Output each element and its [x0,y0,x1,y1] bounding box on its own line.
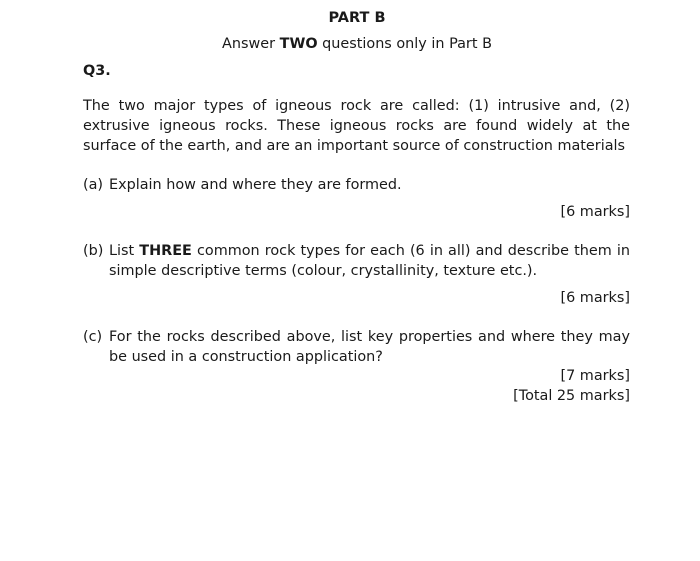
subquestion-text-part: Explain how and where they are formed. [109,177,402,193]
subquestion-c [83,327,630,367]
subquestion-text-emphasis: THREE [139,243,192,259]
instruction-prefix: Answer [222,36,280,52]
total-marks: [Total 25 marks] [513,388,630,404]
question-intro: The two major types of igneous rock are called: (1) intrusive and, (2) extrusive igneous rocks. These igneous rocks are found widely at the surface of the earth, and are an important source of construction materials [83,98,630,154]
subquestion-label: (b) [83,243,104,259]
marks-c: [7 marks] [560,368,630,384]
marks-b: [6 marks] [560,290,630,306]
question-number: Q3. [83,63,111,79]
subquestion-text-part: common rock types for each (6 in all) and describe them in simple descriptive terms (colour, crystallinity, texture etc.). [109,243,630,279]
subquestion-text [109,327,630,367]
subquestion-text [109,241,630,281]
subquestion-text-part: List [109,243,140,259]
instruction-suffix: questions only in Part B [317,36,492,52]
subquestion-text-part: For the rocks described above, list key properties and where they may be used in a construction application? [109,329,630,365]
subquestion-text [109,175,630,195]
subquestion-label: (a) [83,177,104,193]
subquestion-b [83,241,630,281]
marks-a: [6 marks] [560,204,630,220]
instruction-line [0,36,700,52]
part-title: PART B [328,10,386,26]
subquestion-label: (c) [83,329,103,345]
instruction-emphasis: TWO [279,36,318,52]
subquestion-a [83,175,630,195]
